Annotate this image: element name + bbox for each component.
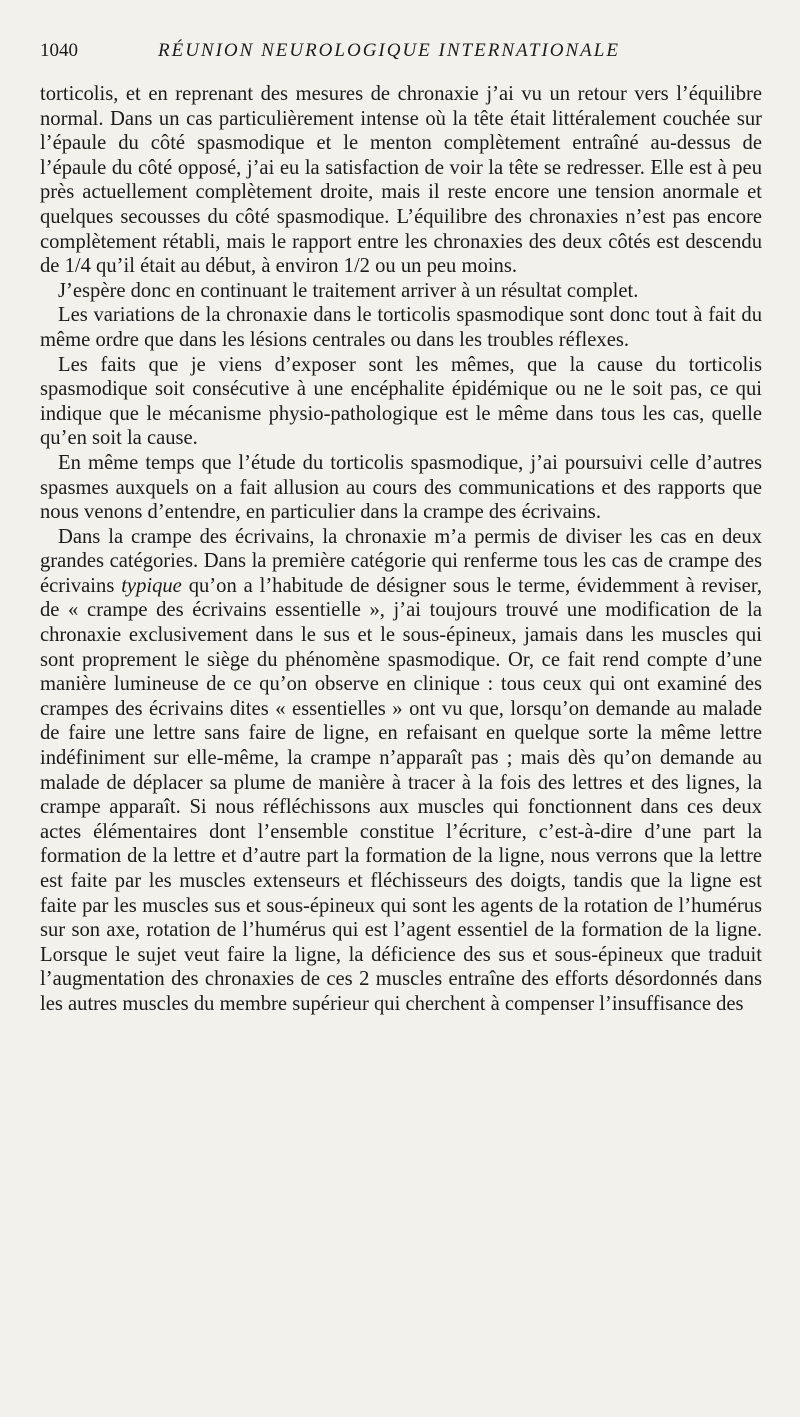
paragraph-1: torticolis, et en reprenant des mesures de chronaxie j’ai vu un retour vers l’équilibre normal. Dans un cas particulièrement intense où la tête était littéralement couchée sur l’épaule du côté spasmodique et le menton complètement entraîné au-dessus de l’épaule du côté opposé, j’ai eu la satisfaction de voir la tête se redresser. Elle est à peu près actuellement complètement droite, mais il reste encore une tension anormale et quelques secousses du côté spasmodique. L’équilibre des chronaxies n’est pas encore complètement rétabli, mais le rapport entre les chronaxies des deux côtés est descendu de 1/4 qu’il était au début, à environ 1/2 ou un peu moins.: [40, 83, 762, 278]
page-header: [40, 40, 762, 76]
running-head: RÉUNION NEUROLOGIQUE INTERNATIONALE: [158, 40, 620, 61]
paragraph-6-after: qu’on a l’habitude de désigner sous le terme, évidemment à reviser, de « crampe des écrivains essentielle », j’ai toujours trouvé une modification de la chronaxie exclusivement dans le sus et le sous-épineux, jamais dans les muscles qui sont proprement le siège du phénomène spasmodique. Or, ce fait rend compte d’une manière lumineuse de ce qu’on observe en clinique : tous ceux qui ont examiné des crampes des écrivains dites « essentielles » ont vu que, lorsqu’on demande au malade de faire une lettre sans faire de ligne, en refaisant en quelque sorte la même lettre indéfiniment sur elle-même, la crampe n’apparaît pas ; mais dès qu’on demande au malade de déplacer sa plume de manière à tracer à la fois des lettres et des lignes, la crampe apparaît. Si nous réfléchissons aux muscles qui fonctionnent dans ces deux actes élémentaires dont l’ensemble constitue l’écriture, c’est-à-dire d’une part la formation de la lettre et d’autre part la formation de la ligne, nous verrons que la lettre est faite par les muscles extenseurs et fléchisseurs des doigts, tandis que la ligne est faite par les muscles sus et sous-épineux qui sont les agents de la rotation de l’humérus sur son axe, rotation de l’humérus qui est l’agent essentiel de la formation de la ligne. Lorsque le sujet veut faire la ligne, la déficience des sus et sous-épineux que traduit l’augmentation des chronaxies de ces 2 muscles entraîne des efforts désordonnés dans les autres muscles du membre supérieur qui cherchent à compenser l’insuffisance des: [40, 574, 763, 1015]
body-text: [40, 82, 762, 1017]
paragraph-2: J’espère donc en continuant le traitement arriver à un résultat complet.: [58, 279, 639, 302]
page-number: 1040: [40, 40, 78, 61]
paragraph-6: [40, 525, 762, 1017]
italic-typique: typique: [121, 574, 182, 597]
paragraph-4: Les faits que je viens d’exposer sont les mêmes, que la cause du torticolis spasmodique soit consécutive à une encéphalite épidémique ou ne le soit pas, ce qui indique que le mécanisme physio-pathologique est le même dans tous les cas, quelle qu’en soit la cause.: [40, 353, 762, 450]
paragraph-5: En même temps que l’étude du torticolis spasmodique, j’ai poursuivi celle d’autres spasmes auxquels on a fait allusion au cours des communications et des rapports que nous venons d’entendre, en particulier dans la crampe des écrivains.: [40, 451, 762, 524]
paragraph-3: Les variations de la chronaxie dans le torticolis spasmodique sont donc tout à fait du même ordre que dans les lésions centrales ou dans les troubles réflexes.: [40, 304, 762, 351]
paragraph-6-before: Dans la crampe des écrivains, la chronaxie m’a permis de diviser les cas en deux grandes catégories. Dans la première catégorie qui renferme tous les cas de crampe des écrivains: [40, 525, 762, 597]
